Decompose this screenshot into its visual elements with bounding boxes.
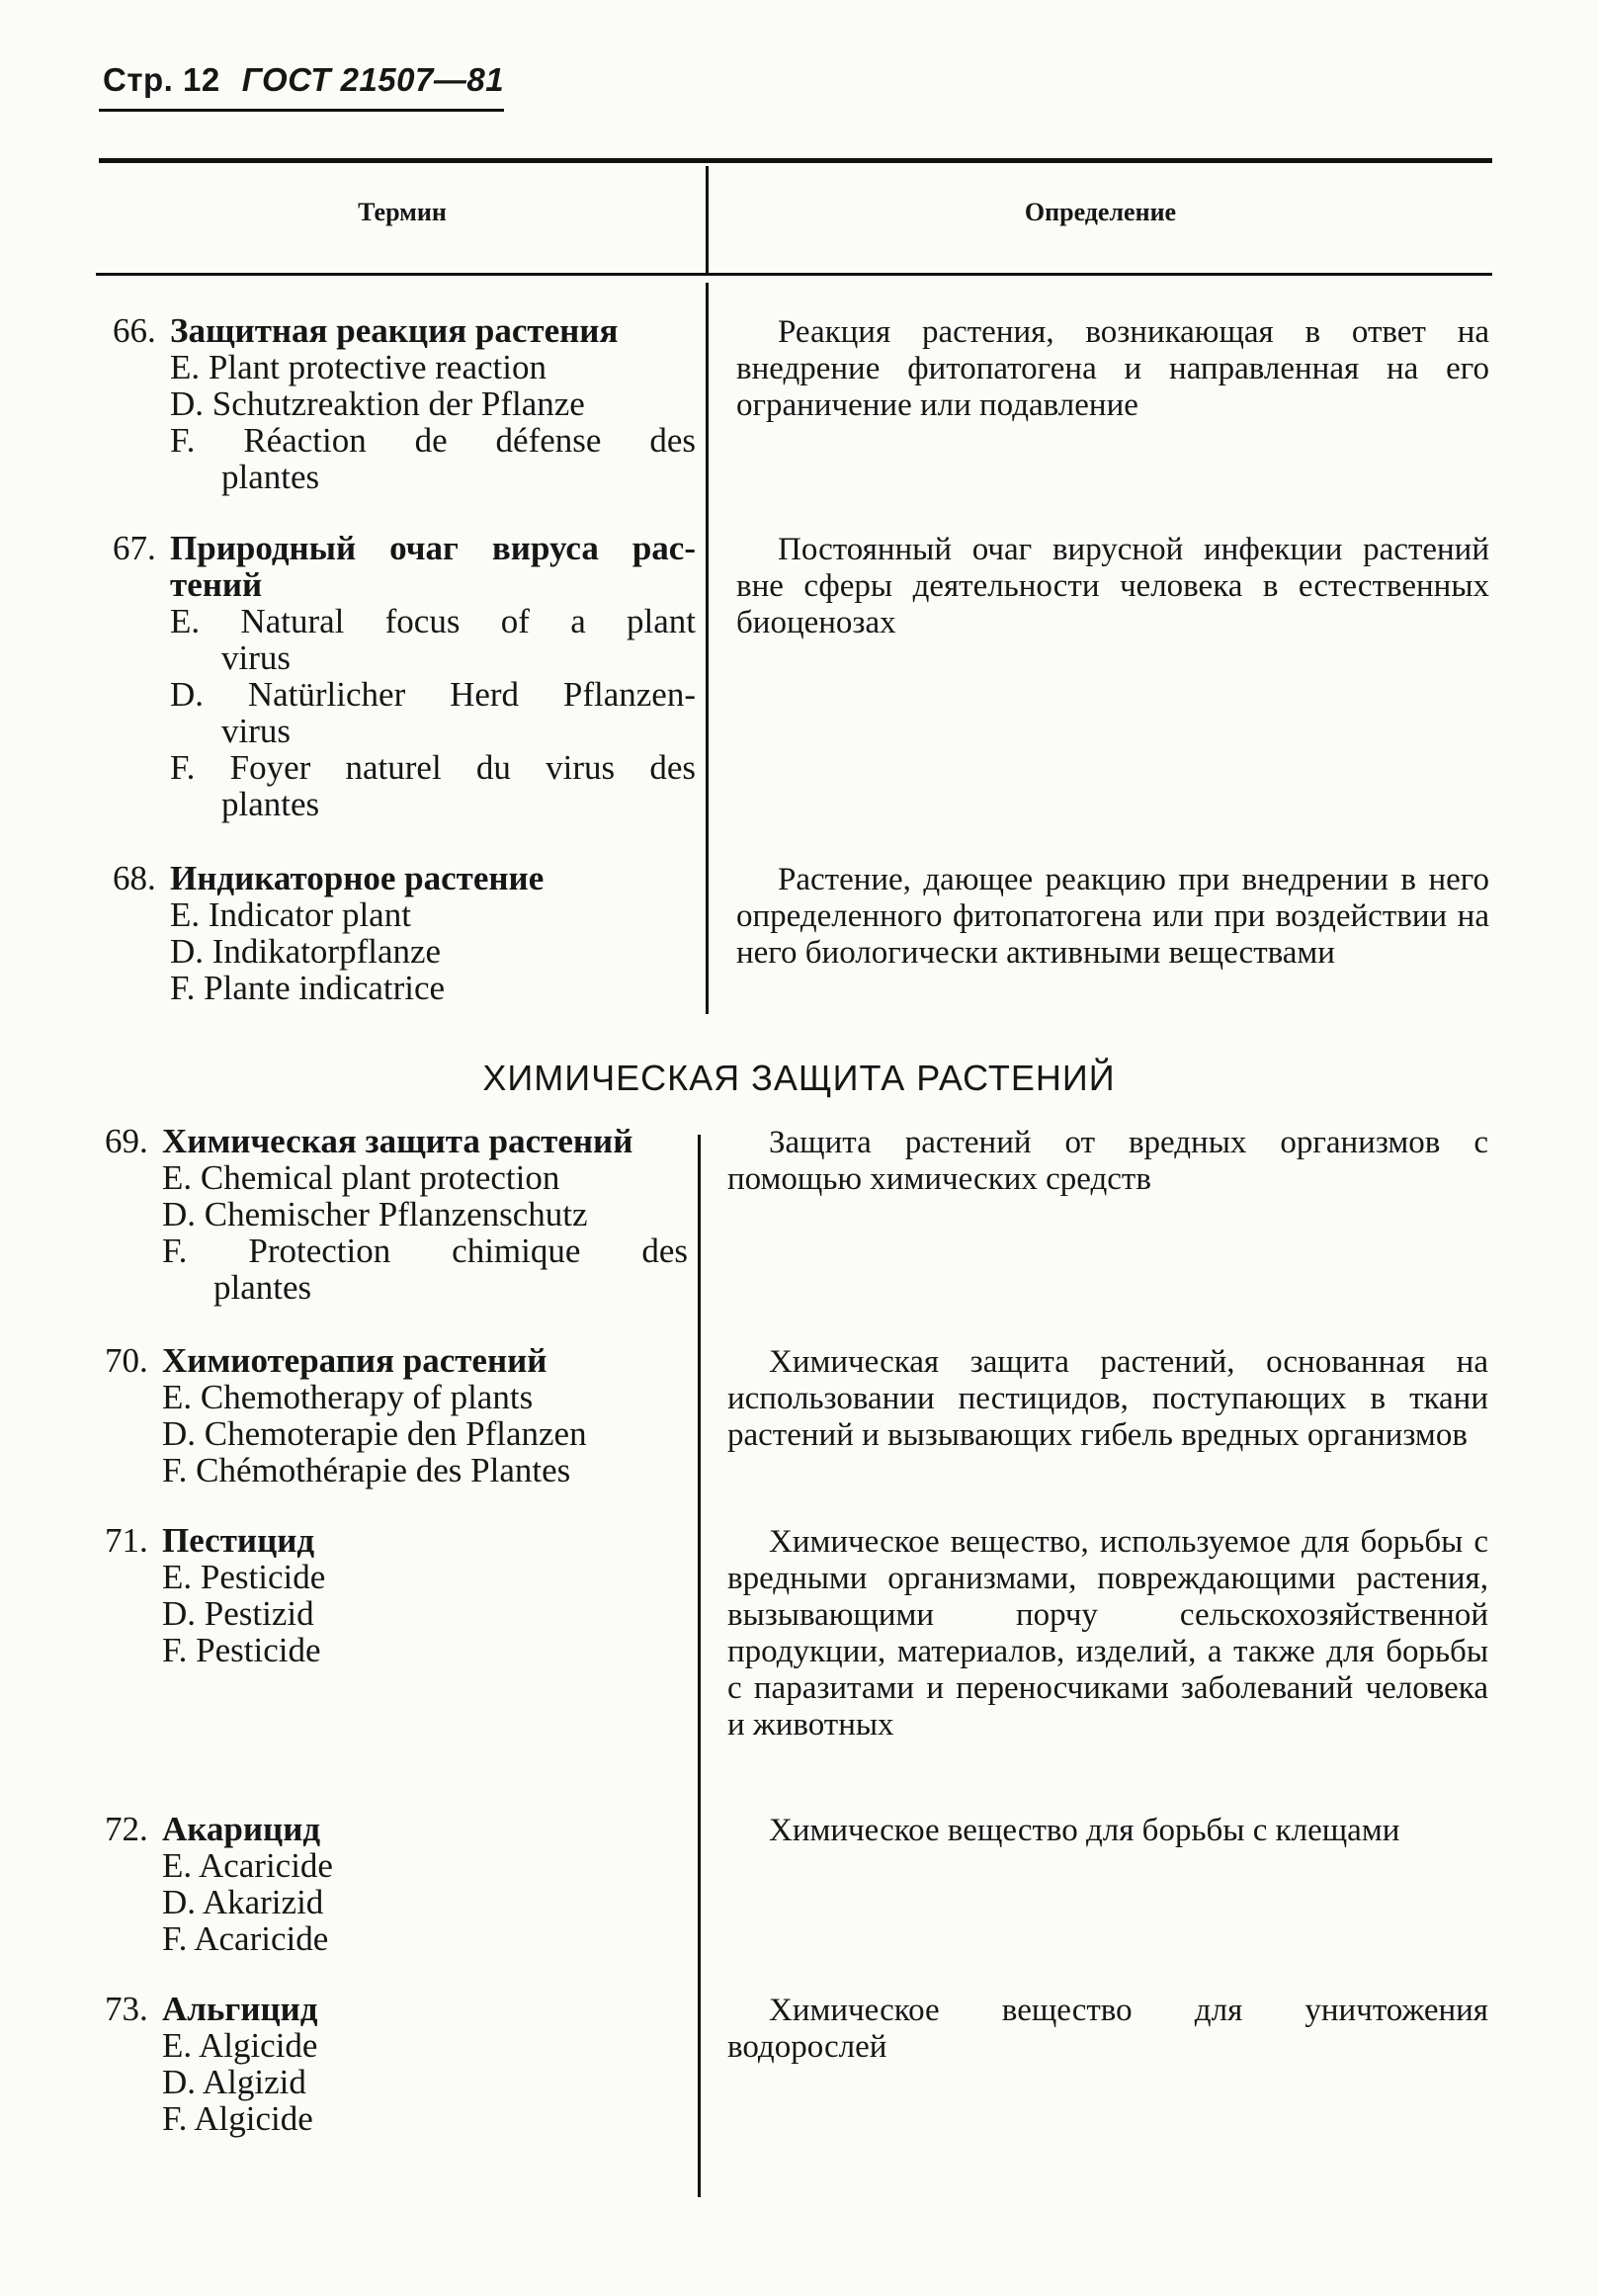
column-header-definition: Определение [1024,198,1177,226]
term-entry-68 [113,860,696,1006]
term-name: Альгицид [162,1990,318,2028]
term-english: E. Natural focus of a plant [170,602,696,640]
term-german: D. Chemoterapie den Pflanzen [162,1414,587,1453]
term-name: Индикаторное растение [170,859,545,897]
definition-text: Постоянный очаг вирусной инфекции растений вне сферы деятельности человека в естественных биоценозах [736,532,1489,640]
term-german: D. Indikatorpflanze [170,932,442,971]
term-number: 69. [105,1122,148,1160]
column-divider-upper [706,283,709,1014]
term-english: E. Acaricide [162,1846,333,1885]
term-entry-72 [105,1811,688,1957]
term-german: D. Natürlicher Herd Pflanzen- [170,675,696,714]
term-german-cont: virus [221,712,291,750]
term-english: E. Indicator plant [170,895,411,934]
term-german: D. Algizid [162,2063,306,2101]
term-entry-69 [105,1123,688,1306]
term-german: D. Schutzreaktion der Pflanze [170,384,585,423]
term-french: F. Chémothérapie des Plantes [162,1451,571,1489]
term-french: F. Réaction de défense des [170,421,696,460]
term-entry-73 [105,1991,688,2137]
definition-66 [736,314,1489,424]
term-english: E. Chemical plant protection [162,1158,560,1197]
definition-72 [727,1813,1488,1849]
term-name: Природный очаг вируса рас- [170,529,696,567]
term-name: Химиотерапия растений [162,1341,547,1380]
document-code: ГОСТ 21507—81 [241,61,505,98]
definition-71 [727,1524,1488,1743]
term-name: Акарицид [162,1810,321,1848]
term-name-cont: тений [170,565,263,604]
table-header-rule [96,273,1492,276]
definition-70 [727,1344,1488,1454]
term-german: D. Akarizid [162,1883,324,1921]
page-number: Стр. 12 [103,61,220,98]
column-header-term: Термин [358,198,447,226]
definition-text: Химическое вещество для борьбы с клещами [769,1813,1400,1848]
column-divider-lower [698,1135,701,2197]
term-french: F. Pesticide [162,1631,321,1669]
term-french: F. Protection chimique des [162,1232,688,1270]
term-english-cont: virus [221,638,291,677]
term-french: F. Acaricide [162,1919,329,1958]
term-entry-70 [105,1342,688,1488]
term-name: Пестицид [162,1521,315,1560]
definition-67 [736,532,1489,641]
term-english: E. Plant protective reaction [170,348,547,386]
term-english: E. Pesticide [162,1558,326,1596]
definition-text: Химическая защита растений, основанная на использовании пестицидов, поступающих в ткани растений и вызывающих гибель вредных организмов [727,1344,1488,1453]
term-french: F. Algicide [162,2099,313,2138]
term-entry-71 [105,1522,688,1668]
page-header [99,61,504,112]
table-top-rule [99,158,1492,163]
section-title: ХИМИЧЕСКАЯ ЗАЩИТА РАСТЕНИЙ [482,1058,1116,1098]
term-number: 66. [113,311,156,350]
term-english: E. Chemotherapy of plants [162,1378,534,1416]
term-french-cont: plantes [213,1268,312,1307]
term-number: 73. [105,1990,148,2028]
term-french: F. Plante indicatrice [170,969,446,1007]
term-name: Химическая защита растений [162,1122,633,1160]
term-number: 68. [113,859,156,897]
term-entry-67 [113,530,696,822]
term-french: F. Foyer naturel du virus des [170,748,696,787]
definition-text: Защита растений от вредных организмов с помощью химических средств [727,1125,1488,1197]
term-number: 70. [105,1341,148,1380]
term-english: E. Algicide [162,2026,318,2065]
term-german: D. Chemischer Pflanzenschutz [162,1195,588,1233]
definition-text: Растение, дающее реакцию при внедрении в него определенного фитопатогена или при воздействии на него биологически активными веществами [736,862,1489,971]
definition-73 [727,1993,1488,2066]
term-french-cont: plantes [221,785,320,823]
term-german: D. Pestizid [162,1594,314,1633]
definition-69 [727,1125,1488,1198]
term-entry-66 [113,312,696,495]
term-number: 71. [105,1521,148,1560]
definition-text: Химическое вещество для уничтожения водорослей [727,1993,1488,2065]
term-french-cont: plantes [221,458,320,496]
term-number: 72. [105,1810,148,1848]
definition-text: Реакция растения, возникающая в ответ на внедрение фитопатогена и направленная на его ограничение или подавление [736,314,1489,423]
term-number: 67. [113,529,156,567]
term-name: Защитная реакция растения [170,311,619,350]
definition-68 [736,862,1489,972]
definition-text: Химическое вещество, используемое для борьбы с вредными организмами, повреждающими растения, вызывающими порчу сельскохозяйственной продукции, материалов, изделий, а также для борьбы с паразитами и переносчиками заболеваний человека и животных [727,1524,1488,1743]
